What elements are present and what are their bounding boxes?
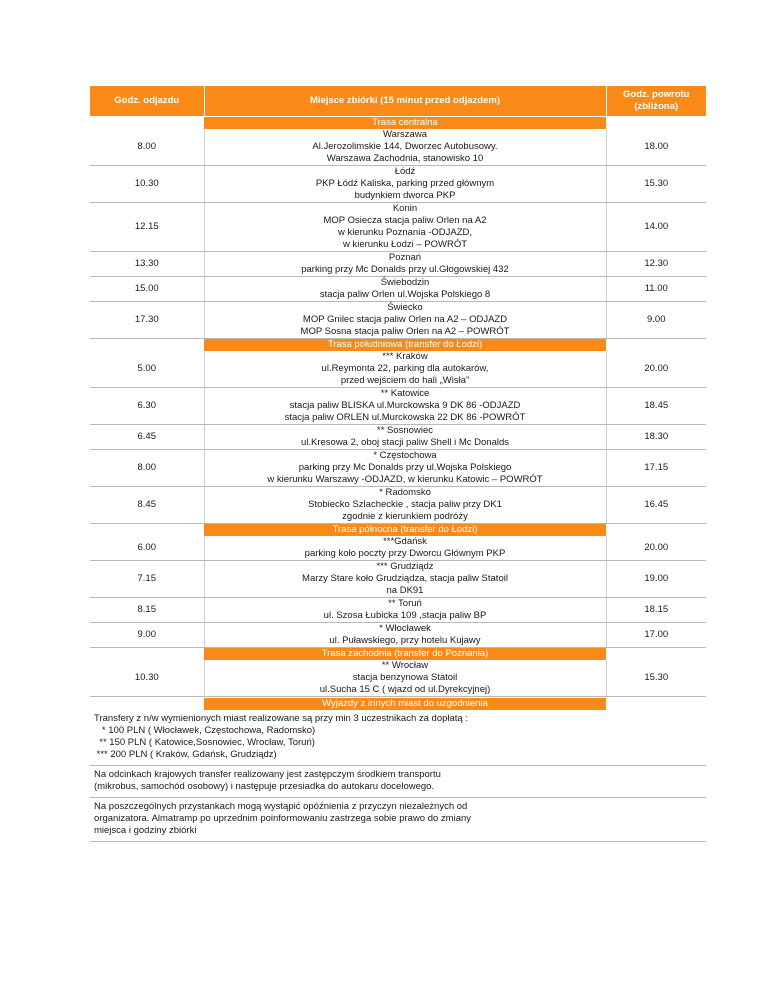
table-header-row [90, 86, 706, 117]
meeting-place-line: stacja benzynowa Statoil [352, 672, 458, 683]
departure-time: 9.00 [90, 623, 204, 648]
return-time: 16.45 [606, 487, 706, 524]
meeting-place-line: MOP Gnilec stacja paliw Orlen na A2 – ODJAZD [302, 314, 508, 325]
meeting-place [204, 302, 606, 339]
note-line: (mikrobus, samochód osobowy) i następuje przesiadka do autokaru docelowego. [94, 781, 435, 792]
departure-time: 8.15 [90, 598, 204, 623]
meeting-place [204, 598, 606, 623]
meeting-place-line: *** Grudziądz [376, 561, 434, 572]
meeting-place-line: w kierunku Poznania -ODJAZD, [337, 227, 473, 238]
return-time: 12.30 [606, 252, 706, 277]
table-row [90, 660, 706, 697]
meeting-place-line: Świebodzin [380, 277, 430, 288]
meeting-place-line: ** Sosnowiec [377, 425, 433, 436]
meeting-place-line: MOP Osiecza stacja paliw Orlen na A2 [323, 215, 487, 226]
return-time: 17.00 [606, 623, 706, 648]
section-title: Trasa zachodnia (transfer do Poznania) [204, 648, 606, 661]
meeting-place [204, 166, 606, 203]
table-row [90, 450, 706, 487]
meeting-place [204, 277, 606, 302]
meeting-place-line: ul. Szosa Łubicka 109 ,stacja paliw BP [323, 610, 487, 621]
meeting-place-line: ** Toruń [388, 598, 422, 609]
section-title-row [90, 117, 706, 130]
meeting-place [204, 660, 606, 697]
return-time: 18.00 [606, 129, 706, 166]
note-line: miejsca i godziny zbiórki [94, 825, 197, 836]
note-line: * 100 PLN ( Włocławek, Częstochowa, Radomsko) [94, 725, 316, 736]
note-line: Transfery z n/w wymienionych miast realizowane są przy min 3 uczestnikach za dopłatą : [94, 713, 468, 724]
return-header-line2: (zbliżona) [634, 101, 679, 112]
return-time: 20.00 [606, 536, 706, 561]
departure-time: 15.00 [90, 277, 204, 302]
meeting-place-line: przed wejściem do hali „Wisła” [340, 375, 470, 386]
meeting-place-line: stacja paliw Orlen ul.Wojska Polskiego 8 [319, 289, 491, 300]
note-line: organizatora. Almatramp po uprzednim poinformowaniu zastrzega sobie prawo do zmiany [94, 813, 472, 824]
meeting-place-line: ***Gdańsk [383, 536, 427, 547]
note-paragraph [90, 766, 706, 798]
return-time: 15.30 [606, 166, 706, 203]
meeting-place-line: Marzy Stare koło Grudziądza, stacja paliw Statoil [302, 573, 508, 584]
table-row [90, 425, 706, 450]
return-time: 14.00 [606, 203, 706, 252]
table-row [90, 166, 706, 203]
return-header-line1: Godz. powrotu [623, 89, 690, 100]
table-row [90, 302, 706, 339]
note-line: ** 150 PLN ( Katowice,Sosnowiec, Wrocław, Toruń) [94, 737, 315, 748]
meeting-place-line: stacja paliw BLISKA ul.Murckowska 9 DK 86 -ODJAZD [289, 400, 521, 411]
meeting-place-line: * Radomsko [379, 487, 431, 498]
departure-time: 6.45 [90, 425, 204, 450]
return-time: 18.30 [606, 425, 706, 450]
table-row [90, 203, 706, 252]
meeting-place-line: parking przy Mc Donalds przy ul.Wojska Polskiego [298, 462, 512, 473]
meeting-place-line: Łódź [394, 166, 416, 177]
departure-time: 10.30 [90, 660, 204, 697]
meeting-place-line: ** Katowice [380, 388, 430, 399]
other-cities-title: Wyjazdy z innych miast do uzgodnienia [204, 698, 606, 711]
meeting-place-line: ** Wrocław [381, 660, 429, 671]
meeting-place-line: parking przy Mc Donalds przy ul.Głogowskiej 432 [301, 264, 509, 275]
meeting-place-line: zgodnie z kierunkiem podróży [342, 511, 468, 522]
departure-time: 8.45 [90, 487, 204, 524]
departure-time: 8.00 [90, 129, 204, 166]
meeting-place [204, 425, 606, 450]
return-header [606, 86, 706, 117]
note-line: Na poszczególnych przystankach mogą wystąpić opóźnienia z przyczyn niezależnych od [94, 801, 468, 812]
other-cities-table [90, 697, 706, 710]
departure-time: 5.00 [90, 351, 204, 388]
note-paragraph [90, 798, 706, 842]
meeting-place-line: stacja paliw ORLEN ul.Murckowska 22 DK 86 -POWRÓT [284, 412, 526, 423]
meeting-place [204, 388, 606, 425]
return-time: 15.30 [606, 660, 706, 697]
table-row [90, 536, 706, 561]
return-time: 19.00 [606, 561, 706, 598]
meeting-place-line: parking koło poczty przy Dworcu Głównym PKP [304, 548, 506, 559]
table-row [90, 277, 706, 302]
meeting-place-line: Stobiecko Szlacheckie , stacja paliw przy DK1 [308, 499, 502, 510]
meeting-place-line: Al.Jerozolimskie 144, Dworzec Autobusowy. [312, 141, 498, 152]
note-line: Na odcinkach krajowych transfer realizowany jest zastępczym środkiem transportu [94, 769, 441, 780]
meeting-place-line: Warszawa Zachodnia, stanowisko 10 [326, 153, 484, 164]
return-time: 9.00 [606, 302, 706, 339]
meeting-place [204, 351, 606, 388]
meeting-place-line: ul.Kresowa 2, oboj stacji paliw Shell i Mc Donalds [300, 437, 510, 448]
departure-time: 12.15 [90, 203, 204, 252]
meeting-place-line: * Włocławek [379, 623, 431, 634]
notes-block [90, 710, 706, 842]
departure-time: 6.30 [90, 388, 204, 425]
section-title-row [90, 648, 706, 661]
section-title-row [90, 339, 706, 352]
section-title: Trasa centralna [204, 117, 606, 130]
meeting-place-line: w kierunku Łodzi – POWRÓT [342, 239, 468, 250]
departure-time: 17.30 [90, 302, 204, 339]
schedule-body [90, 86, 706, 697]
section-title-row [90, 524, 706, 537]
meeting-place-line: Konin [392, 203, 418, 214]
meeting-place-line: w kierunku Warszawy -ODJAZD, w kierunku Katowic – POWRÓT [267, 474, 543, 485]
note-paragraph [90, 710, 706, 766]
meeting-place-line: * Częstochowa [373, 450, 437, 461]
meeting-place-line: ul. Puławskiego, przy hotelu Kujawy [329, 635, 481, 646]
meeting-place-line: MOP Sosna stacja paliw Orlen na A2 – POWRÓT [300, 326, 510, 337]
return-time: 18.45 [606, 388, 706, 425]
departure-time: 7.15 [90, 561, 204, 598]
table-row [90, 623, 706, 648]
meeting-place [204, 536, 606, 561]
meeting-place [204, 623, 606, 648]
meeting-place-line: *** Kraków [382, 351, 428, 362]
meeting-place-line: ul.Sucha 15 C ( wjazd od ul.Dyrekcyjnej) [319, 684, 491, 695]
meeting-place [204, 450, 606, 487]
departure-time: 8.00 [90, 450, 204, 487]
meeting-place [204, 129, 606, 166]
return-time: 17.15 [606, 450, 706, 487]
meeting-place-line: ul.Reymonta 22, parking dla autokarów, [321, 363, 489, 374]
meeting-place-line: na DK91 [386, 585, 424, 596]
table-row [90, 351, 706, 388]
section-title: Trasa południowa (transfer do Łodzi) [204, 339, 606, 352]
meeting-place [204, 252, 606, 277]
section-title: Trasa północna (transfer do Łodzi) [204, 524, 606, 537]
meeting-place-line: PKP Łódź Kaliska, parking przed głównym [315, 178, 495, 189]
meeting-place [204, 203, 606, 252]
return-time: 18.15 [606, 598, 706, 623]
meeting-place [204, 487, 606, 524]
other-cities-row [90, 698, 706, 711]
table-row [90, 129, 706, 166]
departure-header: Godz. odjazdu [90, 86, 204, 117]
departure-time: 6.00 [90, 536, 204, 561]
table-row [90, 252, 706, 277]
departure-time: 13.30 [90, 252, 204, 277]
meeting-place-line: Warszawa [383, 129, 427, 140]
meeting-place-line: budynkiem dworca PKP [354, 190, 456, 201]
meeting-place-header: Miejsce zbiórki (15 minut przed odjazdem) [204, 86, 606, 117]
departure-time: 10.30 [90, 166, 204, 203]
return-time: 11.00 [606, 277, 706, 302]
table-row [90, 561, 706, 598]
schedule-table [90, 86, 706, 697]
return-time: 20.00 [606, 351, 706, 388]
schedule-document [90, 86, 706, 842]
meeting-place [204, 561, 606, 598]
meeting-place-line: Poznań [388, 252, 422, 263]
table-row [90, 388, 706, 425]
meeting-place-line: Świecko [387, 302, 423, 313]
note-line: *** 200 PLN ( Kraków, Gdańsk, Grudziądz) [94, 749, 277, 760]
table-row [90, 487, 706, 524]
table-row [90, 598, 706, 623]
